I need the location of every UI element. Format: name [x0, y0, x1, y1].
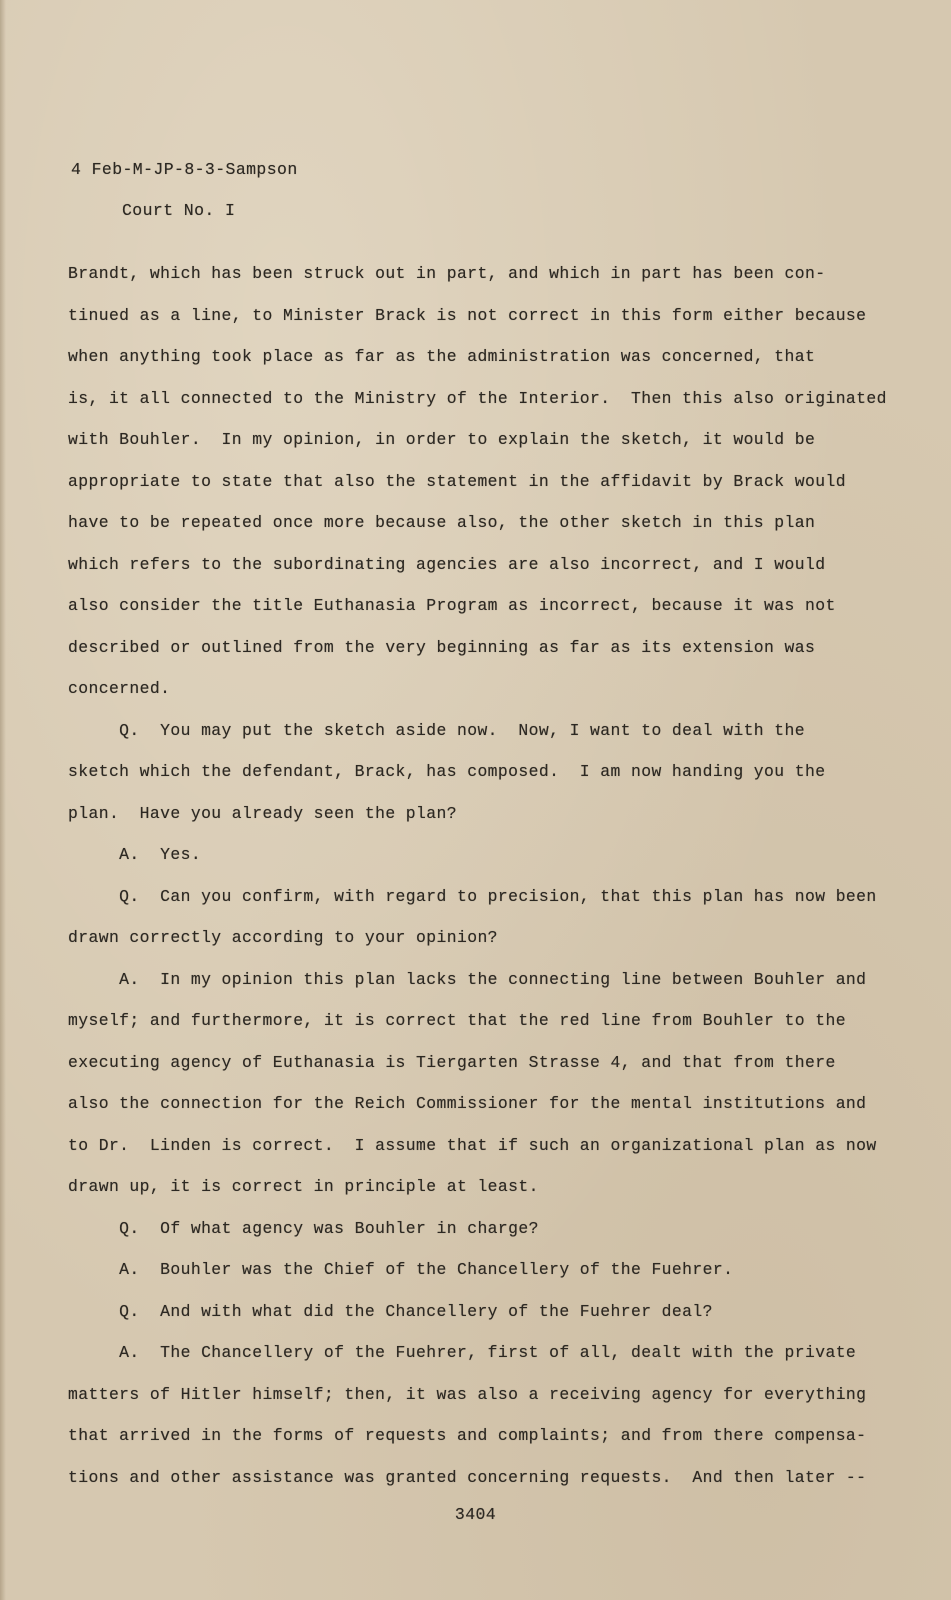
transcript-line: executing agency of Euthanasia is Tiergarten Strasse 4, and that from there — [68, 1053, 836, 1072]
transcript-line: A. Yes. — [68, 845, 202, 864]
transcript-line: tions and other assistance was granted concerning requests. And then later -- — [68, 1468, 867, 1487]
transcript-line: to Dr. Linden is correct. I assume that if such an organizational plan as now — [68, 1136, 877, 1155]
transcript-line: when anything took place as far as the administration was concerned, that — [68, 347, 816, 366]
document-id-line: 4 Feb-M-JP-8-3-Sampson — [71, 160, 298, 179]
page-number: 3404 — [454, 1505, 497, 1524]
page-edge-shadow — [0, 0, 6, 1600]
transcript-line: drawn up, it is correct in principle at least. — [68, 1177, 539, 1196]
transcript-line: also consider the title Euthanasia Program as incorrect, because it was not — [68, 596, 836, 615]
court-label: Court No. I — [122, 201, 236, 220]
transcript-line: concerned. — [68, 679, 171, 698]
transcript-line: with Bouhler. In my opinion, in order to explain the sketch, it would be — [68, 430, 816, 449]
transcript-line: plan. Have you already seen the plan? — [68, 804, 457, 823]
transcript-line: A. In my opinion this plan lacks the connecting line between Bouhler and — [68, 970, 867, 989]
transcript-line: described or outlined from the very beginning as far as its extension was — [68, 638, 816, 657]
transcript-line: also the connection for the Reich Commissioner for the mental institutions and — [68, 1094, 867, 1113]
transcript-line: sketch which the defendant, Brack, has composed. I am now handing you the — [68, 762, 826, 781]
transcript-line: that arrived in the forms of requests and complaints; and from there compensa- — [68, 1426, 867, 1445]
transcript-line: Q. Can you confirm, with regard to precision, that this plan has now been — [68, 887, 877, 906]
transcript-line: myself; and furthermore, it is correct that the red line from Bouhler to the — [68, 1011, 846, 1030]
transcript-line: matters of Hitler himself; then, it was also a receiving agency for everything — [68, 1385, 867, 1404]
transcript-line: appropriate to state that also the statement in the affidavit by Brack would — [68, 472, 846, 491]
transcript-line: drawn correctly according to your opinion? — [68, 928, 498, 947]
transcript-line: Q. You may put the sketch aside now. Now, I want to deal with the — [68, 721, 805, 740]
transcript-line: is, it all connected to the Ministry of the Interior. Then this also originated — [68, 389, 887, 408]
transcript-line: A. Bouhler was the Chief of the Chancellery of the Fuehrer. — [68, 1260, 734, 1279]
transcript-line: have to be repeated once more because also, the other sketch in this plan — [68, 513, 816, 532]
transcript-line: Q. And with what did the Chancellery of the Fuehrer deal? — [68, 1302, 713, 1321]
transcript-line: Q. Of what agency was Bouhler in charge? — [68, 1219, 539, 1238]
transcript-line: A. The Chancellery of the Fuehrer, first of all, dealt with the private — [68, 1343, 857, 1362]
transcript-line: which refers to the subordinating agencies are also incorrect, and I would — [68, 555, 826, 574]
transcript-line: tinued as a line, to Minister Brack is not correct in this form either because — [68, 306, 867, 325]
transcript-line: Brandt, which has been struck out in part, and which in part has been con- — [68, 264, 826, 283]
